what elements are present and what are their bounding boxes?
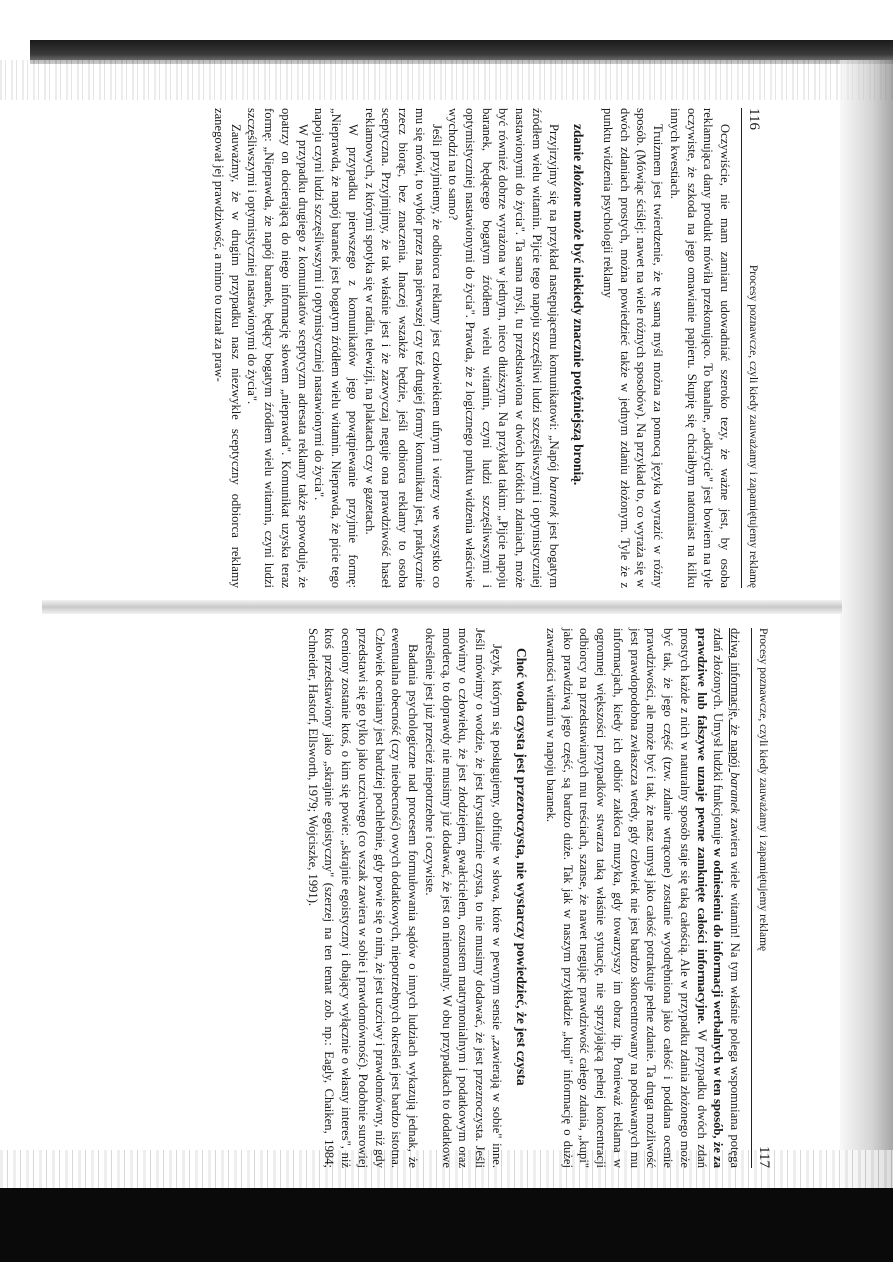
- page-117: [82, 628, 772, 1168]
- scan-bottom-shadow: [0, 1188, 893, 1262]
- page-header: [741, 108, 762, 588]
- section-heading: Choć woda czysta jest przezroczysta, nie wystarczy powiedzieć, że jest czysta: [514, 648, 530, 1086]
- paragraph: Oczywiście, nie mam zamiaru udowadniać szeroko tezy, że ważne jest, by osoba reklamująca dany produkt mówiła przekonująco. To banalne, „odkrycie" jest bowiem na tyle oczywiste, że szkoda na jego omawianie papieru. Skupię się chciałbym natomiast na kilku innych kwestiach.: [667, 108, 732, 588]
- book-gutter: [42, 600, 842, 614]
- page-116: [112, 108, 762, 588]
- paragraph: W przypadku drugiego z komunikatów sceptycyzm adresata reklamy także spowoduje, że opatrzy on docierającą do niego informację słowem „nieprawda". Komunikat uzyska teraz formę: „Nieprawda, że napój baranek, będący bogatym źródłem wielu witamin, czyni ludzi szczęśliwszymi i optymistyczniej nastawionymi do życia".: [245, 108, 310, 588]
- running-head: Procesy poznawcze, czyli kiedy zauważamy i zapamiętujemy reklamę: [757, 628, 769, 952]
- running-head: Procesy poznawcze, czyli kiedy zauważamy i zapamiętujemy reklamę: [747, 264, 759, 588]
- paragraph: Przyjrzyjmy się na przykład następującemu komunikatowi: „Napój baranek jest bogatym źródłem wielu witamin. Pijcie tego napoju szczęśliwi ludzi szczęśliwszymi i optymistyczniej nastawionymi do życia". Ta sama myśl, tu przedstawiona w dwóch krótkich zdaniach, może być również dobrze wyrażona w jednym, nieco dłuższym. Na przykład takim: „Pijcie napoju baranek, będącego bogatym źródłem wielu witamin, czyni ludzi szczęśliwszymi i optymistyczniej nastawionymi do życia". Prawda, że z logicznego punktu widzenia właściwie wychodzi na to samo?: [446, 108, 561, 589]
- paragraph: Truizmem jest twierdzenie, że tę samą myśl można za pomocą języka wyrazić w różny sposób. (Mówiąc ściślej: nawet na wiele różnych sposobów). Na przykład to, co wyraża się w dwóch zdaniach prostych, można powiedzieć także w jednym zdaniu złożonym. Tyle że z punktu widzenia psychologii reklamy: [600, 108, 666, 588]
- page-header: [751, 628, 772, 1168]
- page-number: 117: [756, 1146, 772, 1168]
- scan-right-edge: [840, 60, 893, 1190]
- scan-top-noise: [0, 60, 893, 100]
- paragraph: Język, którym się posługujemy, obfituje w słowa, które w pewnym sensie „zawierają w sobie" inne. Jeśli mówimy o wodzie, że jest krystalicznie czysta, to nie musimy dodawać, że jest przezroczysta. Jeśli mówimy o człowieku, że jest złodziejem, gwałcicielem, oszustem matrymonialnym i podatkowym oraz mordercą, to doprawdy nie musimy już dodawać, że jest on niemoralny. W obu przypadkach to dodatkowe określenie jest już przecież niepotrzebne i oczywiste.: [422, 628, 504, 1168]
- page-number: 116: [746, 108, 762, 130]
- section-heading: zdanie złożone może być niekiedy znacznie potężniejszą bronią.: [571, 124, 587, 486]
- paragraph: dziwą informację, że napój baranek zawiera wiele witamin! Na tym właśnie polega wspomniana potęga zdań złożonych. Umysł ludzki funkcjonuje w odniesieniu do informacji werbalnych w ten sposób, że za prawdziwe lub fałszywe uznaje pewne zamknięte całości informacyjne. W przypadku dwóch zdań prostych każde z nich w naturalny sposób staje się taką całością. Ale w przypadku zdania złożonego może być tak, że jego część (tzw. zdanie wtrącone) zostanie wyodrębniona jako całość i poddana ocenie prawdziwości, ale może być i tak, że nasz umysł jako całość potraktuje pełne zdanie. Ta druga możliwość jest prawdopodobna zwłaszcza wtedy, gdy człowiek nie jest bardzo skoncentrowany na podsuwanych mu informacjach, kiedy ich odbiór zakłóca muzyka, gdy towarzyszy im obraz itp. Ponieważ reklama w ogromnej większości przypadków stwarza taką właśnie sytuację, nie sprzyjającą pełnej koncentracji odbiorcy na przedstawianych mu treściach, szanse, że nawet negując prawdziwość całego zdania, „kupi" jako prawdziwą jego część, są bardzo duże. Tak jak w naszym przykładzie „kupi" informację o dużej zawartości witamin w napoju baranek.: [543, 628, 742, 1168]
- paragraph: Zauważmy, że w drugim przypadku nasz niezwykle sceptyczny odbiorca reklamy zanegował jej prawdziwość, a mimo to uznał za praw-: [212, 108, 243, 588]
- paragraph: Jeśli przyjmiemy, że odbiorca reklamy jest człowiekiem ufnym i wierzy we wszystko co mu się mówi, to wybór przez nas pierwszej czy też drugiej formy komunikatu jest, praktycznie rzecz biorąc, bez znaczenia. Inaczej wszakże będzie, jeśli odbiorca reklamy to osoba sceptyczna. Przyjmijmy, że tak właśnie jest i że zazwyczaj neguje ona prawdziwość haseł reklamowych, z którymi spotyka się w radiu, telewizji, na plakatach czy w gazetach.: [362, 108, 444, 588]
- paragraph: W przypadku pierwszego z komunikatów jego powątpiewanie przyjmie formę: „Nieprawda, że napój baranek jest bogatym źródłem wielu witamin. Nieprawda, że picie tego napoju czyni ludzi szczęśliwszymi i optymistyczniej nastawionymi do życia".: [312, 108, 360, 588]
- paragraph: Badania psychologiczne nad procesem formułowania sądów o innych ludziach wykazują jednak, że ewentualna obecność (czy nieobecność) owych dodatkowych, niepotrzebnych określeń jest bardzo istotna. Człowiek oceniany jest bardziej pochlebnie, gdy powie się o nim, że jest uczciwy i prawdomówny, niż gdy przedstawi się go tylko jako uczciwego (co wszak zawiera w sobie i prawdomówność). Podobnie surowiej oceniony zostanie ktoś, o kim się powie: „skrajnie egoistyczny i dbający wyłącznie o własny interes", niż ktoś przedstawiony jako „skrajnie egoistyczny" (szerzej na ten temat zob. np.: Eagly, Chaiken, 1984; Schneider, Hastorf, Ellsworth, 1979; Wojciszke, 1991).: [305, 628, 421, 1168]
